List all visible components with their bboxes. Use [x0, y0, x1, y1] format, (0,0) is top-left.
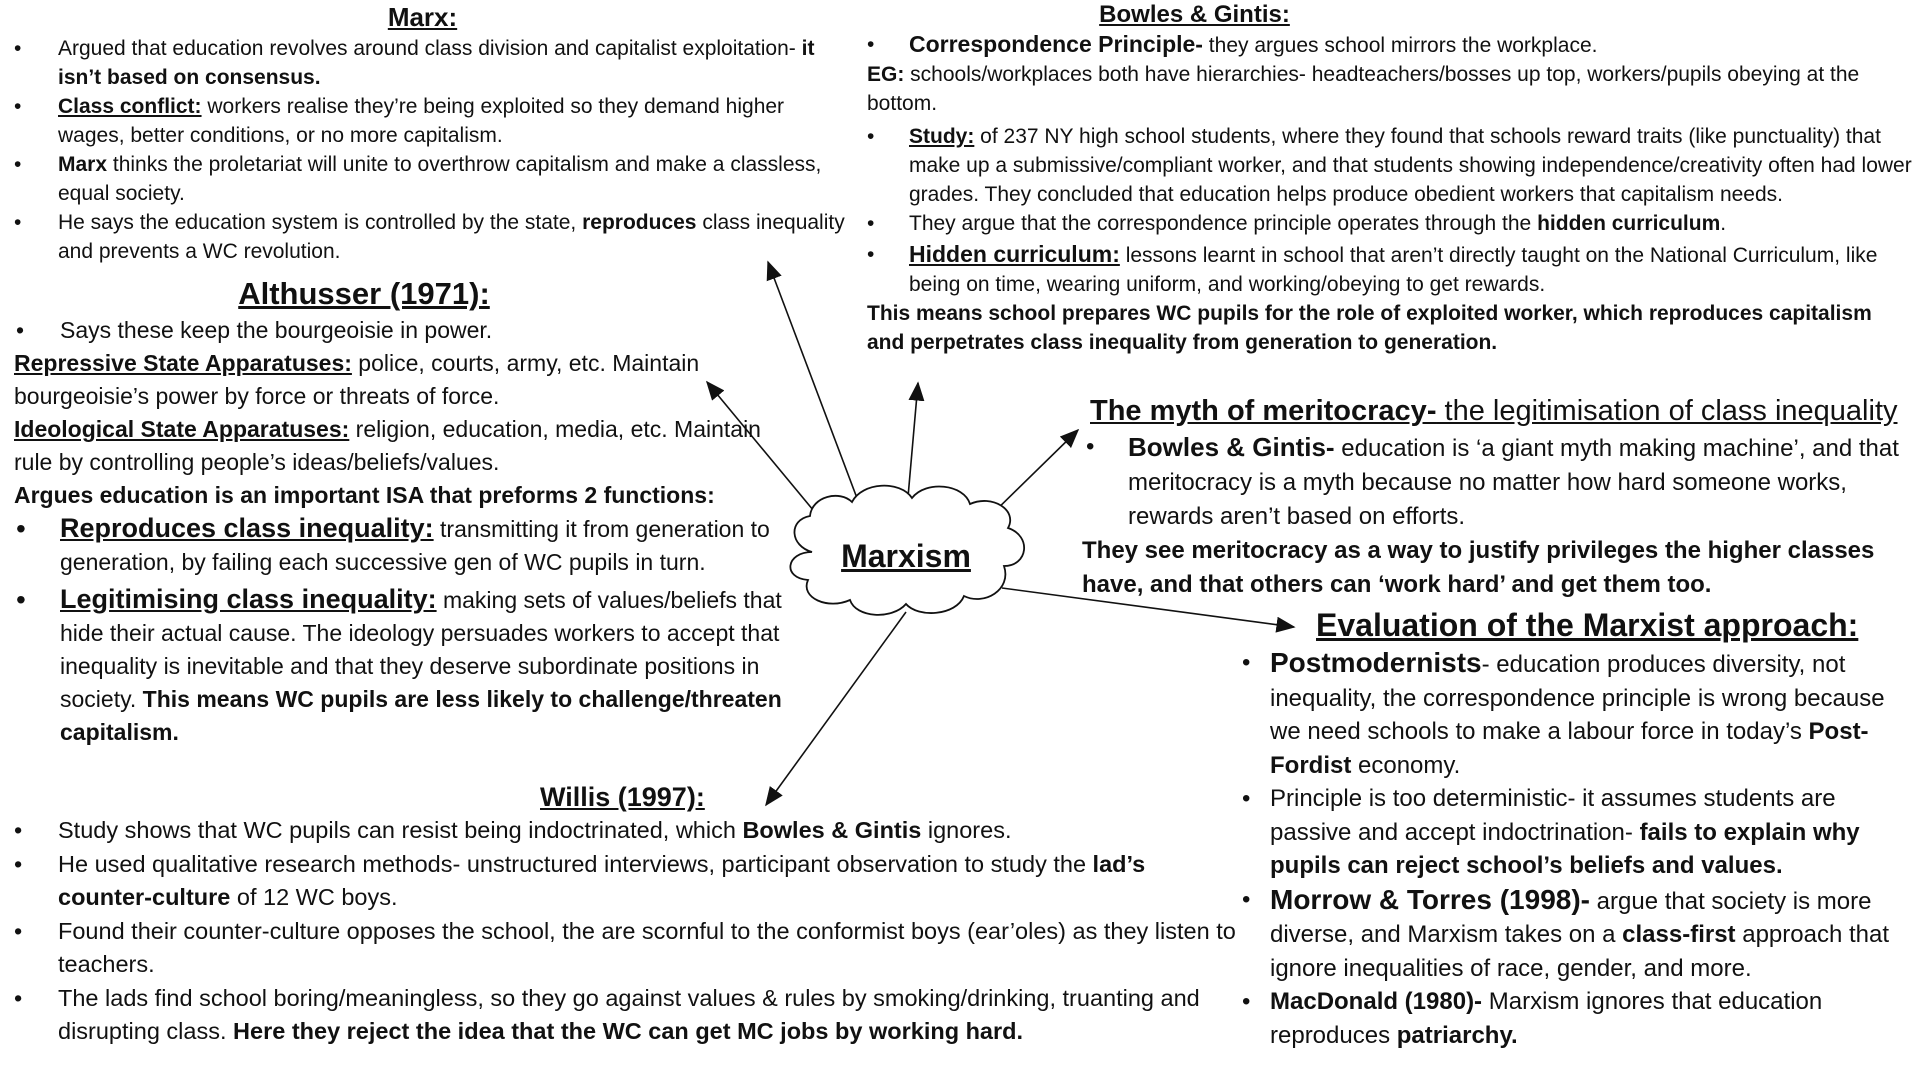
myth-title: The myth of meritocracy- the legitimisation of class inequality	[1090, 395, 1898, 427]
repressive-state-apparatuses: Repressive State Apparatuses: police, courts, army, etc. Maintain bourgeoisie’s power by force or threats of force.	[14, 350, 700, 409]
hidden-curriculum-definition: • Hidden curriculum: lessons learnt in school that aren’t directly taught on the National Curriculum, like being on time, wearing uniform, and working/obeying to get rewards.	[867, 241, 1878, 296]
bowles-gintis-title: Bowles & Gintis:	[1099, 1, 1290, 28]
correspondence-principle: • Correspondence Principle- they argues school mirrors the workplace.	[867, 31, 1598, 57]
marx-item: • Class conflict: workers realise they’re being exploited so they demand higher wages, better conditions, or no more capitalism.	[14, 95, 785, 147]
function-legitimising: • Legitimising class inequality: making sets of values/beliefs that hide their actual cause. The ideology persuades workers to accept that inequality is inevitable and that they deserve subordinate positions in society. This means WC pupils are less likely to challenge/threaten capitalism.	[16, 584, 782, 745]
willis-item: • He used qualitative research methods- unstructured interviews, participant observation to study the lad’s counter-culture of 12 WC boys.	[14, 850, 1146, 910]
bowles-gintis-section	[867, 0, 1912, 357]
bowles-gintis-conclusion: This means school prepares WC pupils for the role of exploited worker, which reproduces capitalism and perpetrates class inequality from generation to generation.	[867, 302, 1872, 354]
evaluation-section	[1240, 604, 1920, 1052]
myth-item: • Bowles & Gintis- education is ‘a giant myth making machine’, and that meritocracy is a myth because no matter how hard someone works, rewards aren’t based on efforts.	[1086, 432, 1899, 530]
marxism-label: Marxism	[841, 538, 971, 574]
example-text: EG: schools/workplaces both have hierarchies- headteachers/bosses up top, workers/pupils obeying at the bottom.	[867, 63, 1860, 115]
evaluation-item: • Postmodernists- education produces diversity, not inequality, the correspondence principle is wrong because we need schools to make a labour force in today’s Post-Fordist economy.	[1242, 647, 1885, 779]
marx-item: • Marx thinks the proletariat will unite to overthrow capitalism and make a classless, equal society.	[14, 153, 822, 205]
willis-item: • Found their counter-culture opposes the school, the are scornful to the conformist boys (ear’oles) as they listen to teachers.	[14, 917, 1236, 977]
althusser-section	[14, 274, 794, 749]
marx-item: • Argued that education revolves around class division and capitalist exploitation- it isn’t based on consensus.	[14, 37, 815, 89]
myth-of-meritocracy-section	[1082, 392, 1912, 602]
marx-item: • He says the education system is controlled by the state, reproduces class inequality and prevents a WC revolution.	[14, 211, 845, 263]
myth-conclusion: They see meritocracy as a way to justify privileges the higher classes have, and that others can ‘work hard’ and get them too.	[1082, 537, 1875, 598]
function-reproduces: • Reproduces class inequality: transmitting it from generation to generation, by failing each successive gen of WC pupils in turn.	[16, 513, 770, 575]
althusser-title: Althusser (1971):	[238, 276, 490, 311]
willis-item: • Study shows that WC pupils can resist being indoctrinated, which Bowles & Gintis ignores.	[14, 817, 1012, 843]
evaluation-title: Evaluation of the Marxist approach:	[1316, 607, 1859, 643]
marx-title: Marx:	[387, 2, 458, 32]
althusser-says: • Says these keep the bourgeoisie in power.	[16, 317, 493, 343]
evaluation-item: • Principle is too deterministic- it assumes students are passive and accept indoctrination- fails to explain why pupils can reject school’s beliefs and values.	[1242, 785, 1860, 879]
marx-section	[0, 0, 845, 266]
willis-title: Willis (1997):	[540, 782, 705, 812]
evaluation-item: • MacDonald (1980)- Marxism ignores that education reproduces patriarchy.	[1242, 988, 1823, 1049]
evaluation-item: • Morrow & Torres (1998)- argue that society is more diverse, and Marxism takes on a class-first approach that ignore inequalities of race, gender, and more.	[1242, 883, 1889, 982]
althusser-argues: Argues education is an important ISA that preforms 2 functions:	[14, 482, 715, 508]
willis-item: • The lads find school boring/meaningless, so they go against values & rules by smoking/drinking, truanting and disrupting class. Here they reject the idea that the WC can get MC jobs by working hard.	[14, 984, 1200, 1044]
ideological-state-apparatuses: Ideological State Apparatuses: religion, education, media, etc. Maintain rule by controlling people’s ideas/beliefs/values.	[14, 416, 761, 475]
study-item: • Study: of 237 NY high school students, where they found that schools reward traits (like punctuality) that make up a submissive/compliant worker, and that students showing independence/creativity often had lower grades. They concluded that education helps produce obedient workers that capitalism needs.	[867, 125, 1912, 206]
hidden-curriculum-intro: • They argue that the correspondence principle operates through the hidden curriculum.	[867, 212, 1727, 235]
